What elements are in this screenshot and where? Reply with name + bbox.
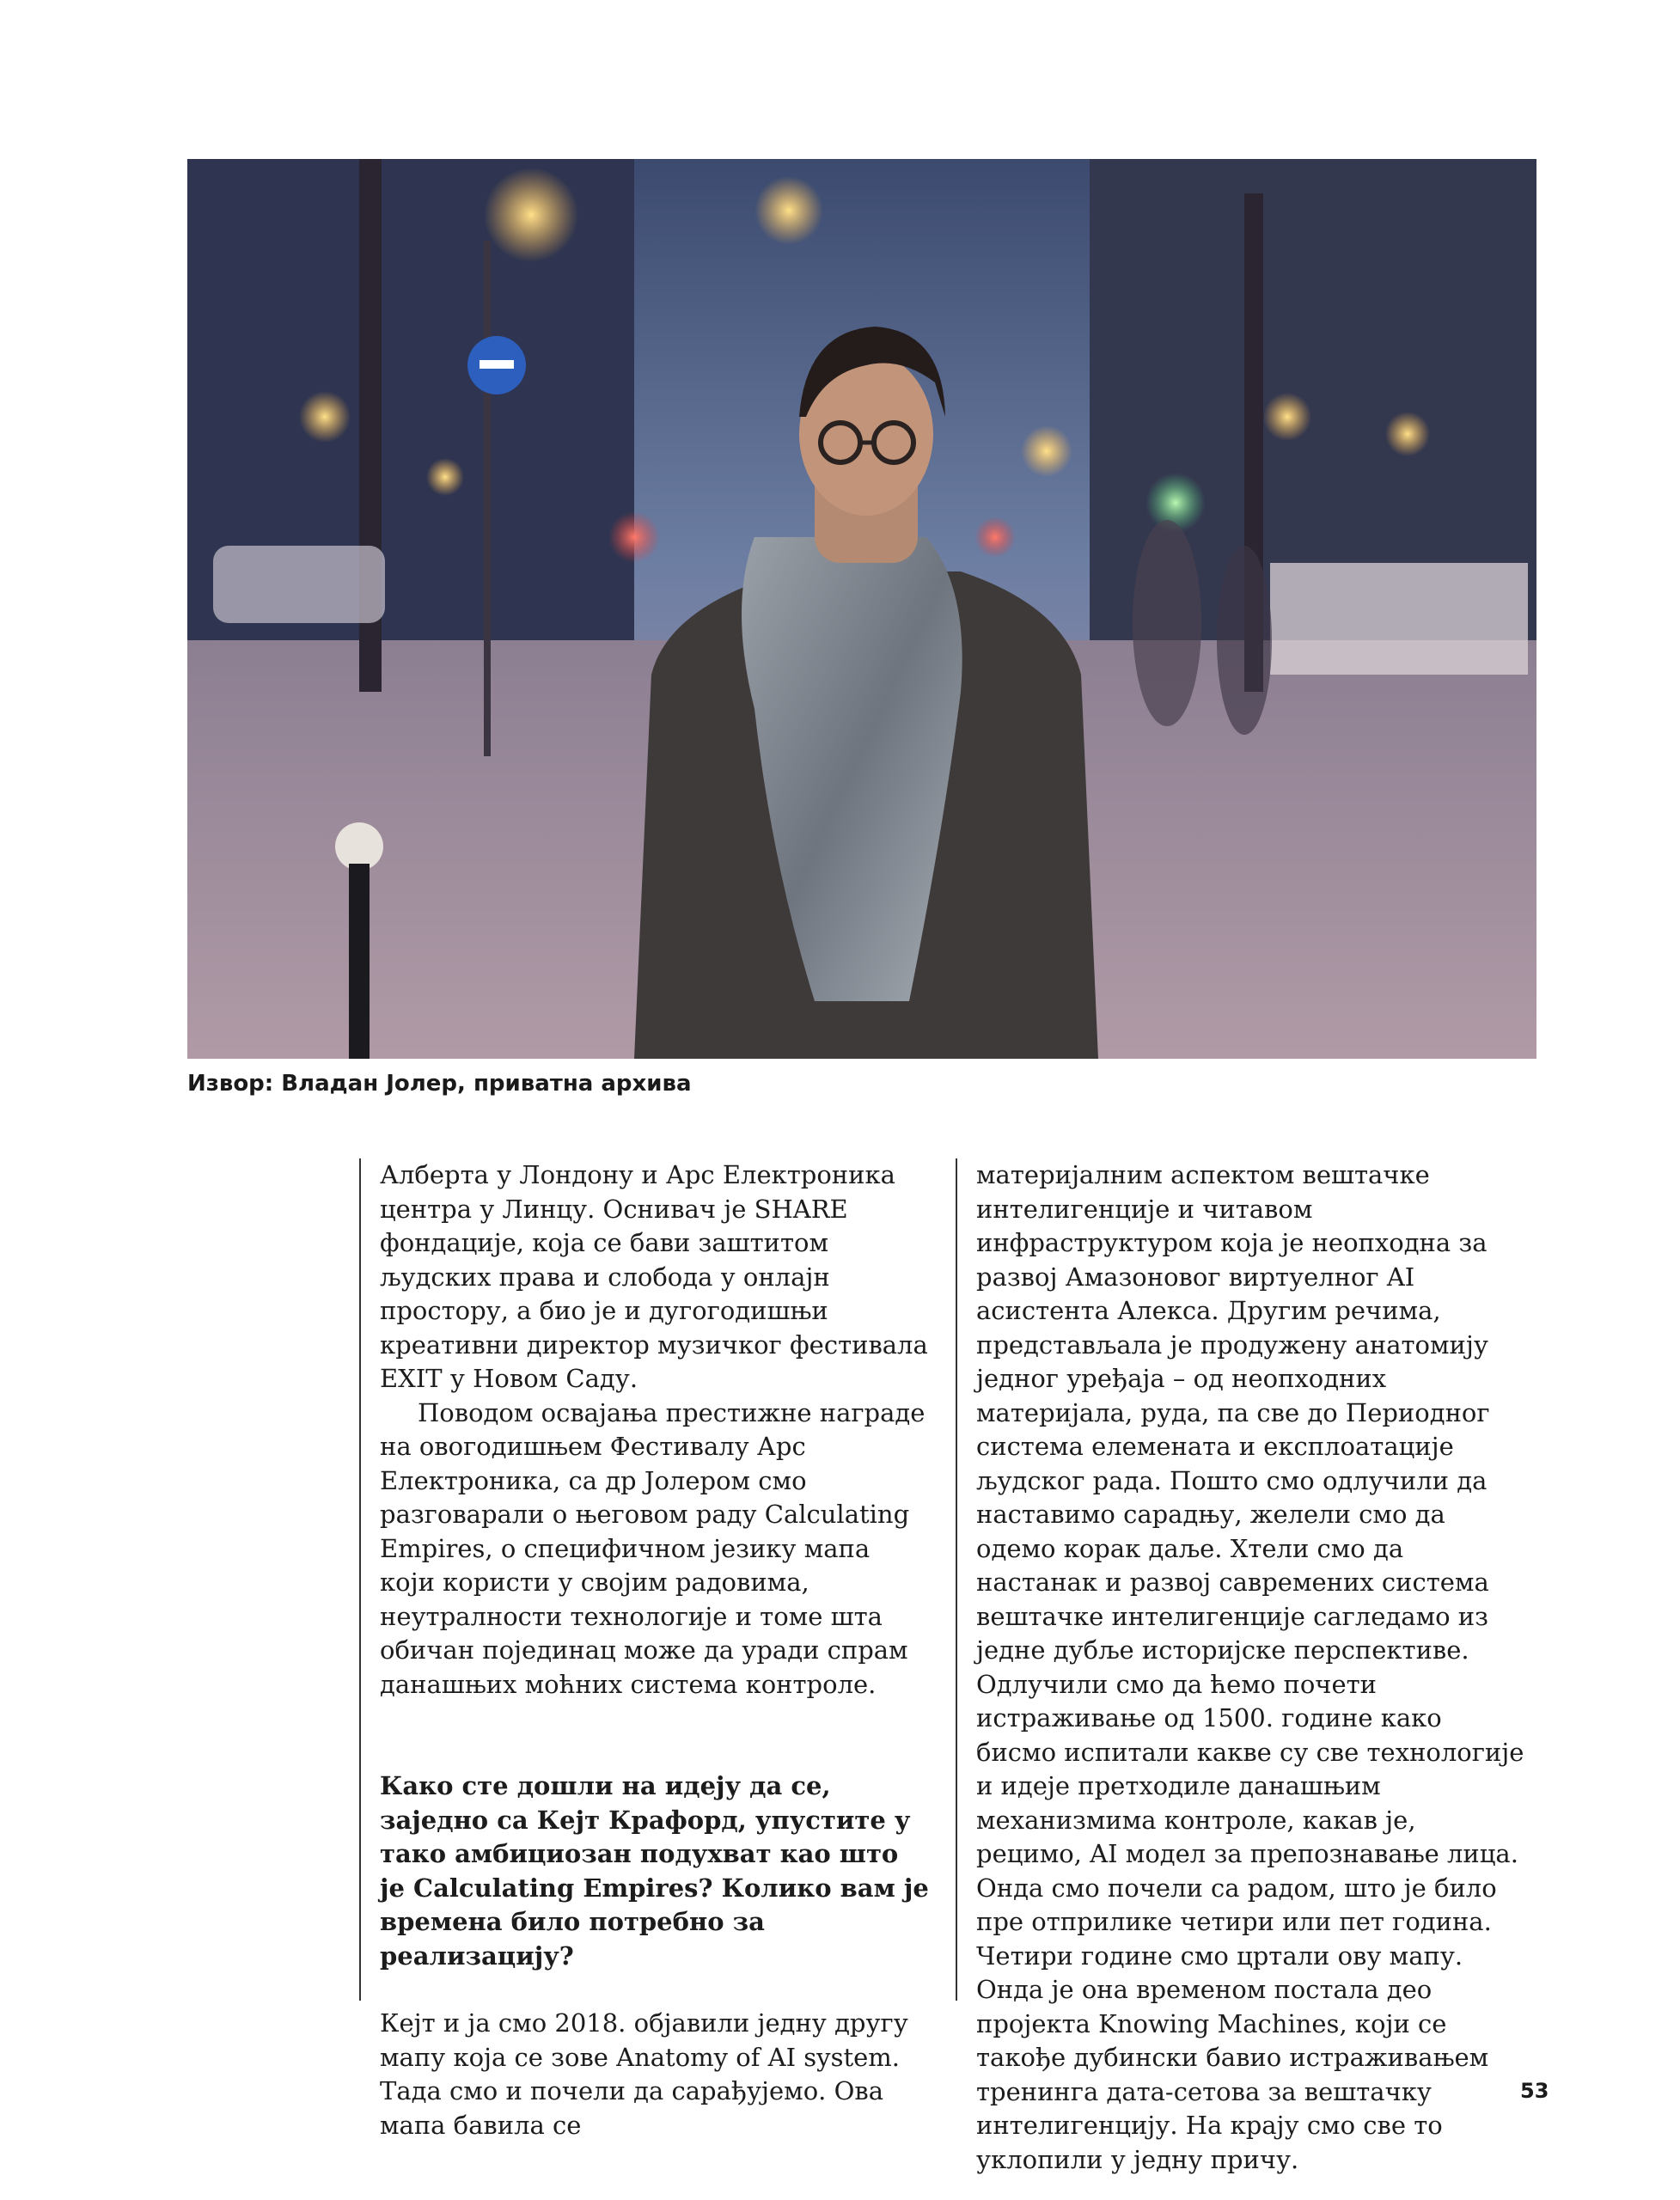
- paragraph-award: Поводом освајања престижне награде на овогодишњем Фестивалу Арс Електроника, са др Јолером смо разговарали о његовом раду Calculating Empires, о специфичном језику мапа који користи у својим радовима, неутралности технологије и томе шта обичан појединац може да уради спрам данашњих моћних система контроле.: [380, 1397, 926, 1699]
- interview-answer-start: Кејт и ја смо 2018. објавили једну другу мапу која се зове Anatomy of AI system. Тада смо и почели да сарађујемо. Ова мапа бавила се: [380, 2008, 908, 2140]
- photo-portrait-street: [187, 159, 1536, 1059]
- article-column-left: [359, 1158, 930, 2140]
- interview-answer-continued: материјалним аспектом вештачке интелигенције и читавом инфраструктуром која је неопходна за развој Амазоновог виртуелног AI асистента Алекса. Другим речима, представљала је продужену анатомију једног уређаја – од неопходних материјала, руда, па све до Периодног система елемената и експлоатације људског рада. Пошто смо одлучили да наставимо сарадњу, желели смо да одемо корак даље. Хтели смо да настанак и развој савремених система вештачке интелигенције сагледамо из једне дубље историјске перспективе. Одлучили смо да ћемо почети истраживање од 1500. године како бисмо испитали какве су све технологије и идеје претходиле данашњим механизмима контроле, какав је, рецимо, AI модел за препознавање лица. Онда смо почели са радом, што је било пре отприлике четири или пет година. Четири године смо цртали ову мапу. Онда је она временом постала део пројекта Knowing Machines, који се такође дубински бавио истраживањем тренинга дата-сетова за вештачку интелигенцију. На крају смо све то уклопили у једну причу.: [976, 1160, 1524, 2174]
- interview-question: Како сте дошли на идеју да се, заједно са Кејт Крафорд, упустите у тако амбициозан подухват као што је Calculating Empires? Колико вам је времена било потребно за реализацију?: [380, 1771, 929, 1971]
- article-column-right: [956, 1158, 1526, 2174]
- paragraph-intro: Алберта у Лондону и Арс Електроника центра у Линцу. Оснивач је SHARE фондације, која се бави заштитом људских права и слобода у онлајн простору, а био је и дугогодишњи креативни директор музичког фестивала EXIT у Новом Саду.: [380, 1160, 928, 1393]
- article-photo: [187, 159, 1536, 1059]
- photo-caption: Извор: Владан Јолер, приватна архива: [187, 1071, 692, 1097]
- page-number: 53: [1520, 2079, 1549, 2103]
